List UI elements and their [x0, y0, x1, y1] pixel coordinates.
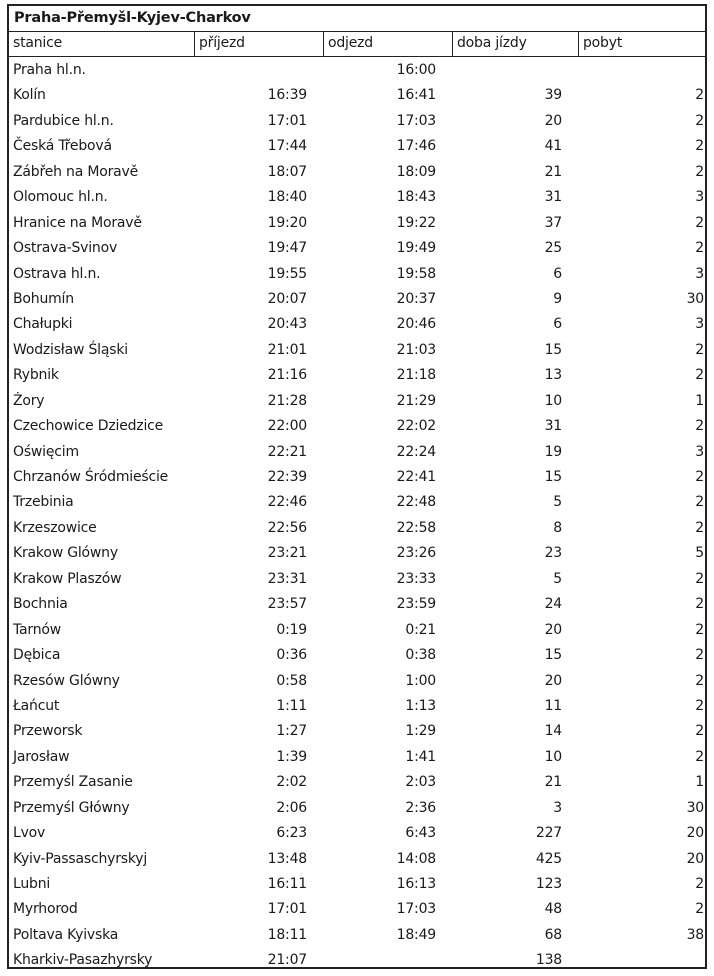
table-row: [9, 948, 705, 973]
stay-cell: 2: [695, 163, 704, 180]
duration-cell: 5: [553, 570, 562, 587]
departure-cell: 23:33: [396, 570, 436, 587]
table-row: [9, 160, 705, 185]
duration-cell: 21: [544, 163, 562, 180]
arrival-cell: [195, 58, 324, 83]
header-departure: odjezd: [324, 32, 453, 56]
arrival-cell: 0:19: [276, 621, 307, 638]
departure-cell: 1:41: [405, 748, 436, 765]
duration-cell: 20: [544, 112, 562, 129]
departure-cell: 16:41: [396, 87, 436, 104]
table-row: [9, 58, 705, 83]
stay-cell: 2: [695, 672, 704, 689]
departure-cell: 17:03: [396, 901, 436, 918]
duration-cell: 15: [544, 341, 562, 358]
arrival-cell: 22:46: [267, 494, 307, 511]
stay-cell: [579, 948, 705, 973]
table-row: [9, 567, 705, 592]
arrival-cell: 22:39: [267, 469, 307, 485]
duration-cell: 138: [535, 952, 562, 969]
departure-cell: 1:00: [405, 672, 436, 689]
station-cell: Żory: [13, 392, 45, 409]
station-cell: Przemyśl Główny: [13, 799, 130, 816]
station-cell: Chałupki: [13, 316, 73, 333]
arrival-cell: 23:31: [267, 570, 307, 587]
arrival-cell: 2:06: [276, 799, 307, 816]
table-row: [9, 312, 705, 337]
stay-cell: 1: [695, 392, 704, 409]
station-cell: Przemyśl Zasanie: [13, 774, 133, 791]
stay-cell: 2: [695, 596, 704, 613]
station-cell: Dębica: [13, 647, 61, 664]
stay-cell: 30: [686, 799, 704, 816]
station-cell: Pardubice hl.n.: [13, 112, 114, 129]
departure-cell: 17:03: [396, 112, 436, 129]
stay-cell: 2: [695, 138, 704, 155]
arrival-cell: 6:23: [276, 825, 307, 842]
duration-cell: 227: [535, 825, 562, 842]
table-row: [9, 719, 705, 744]
table-row: [9, 363, 705, 388]
duration-cell: 37: [544, 214, 562, 231]
arrival-cell: 0:58: [276, 672, 307, 689]
station-cell: Trzebinia: [13, 494, 74, 511]
station-cell: Olomouc hl.n.: [13, 189, 108, 206]
station-cell: Myrhorod: [13, 901, 78, 918]
departure-cell: 18:43: [396, 189, 436, 206]
departure-cell: 19:58: [396, 265, 436, 282]
stay-cell: 3: [695, 316, 704, 333]
arrival-cell: 16:11: [267, 876, 307, 892]
table-row: [9, 465, 705, 490]
station-cell: Zábřeh na Moravě: [13, 163, 139, 180]
stay-cell: 3: [695, 265, 704, 282]
departure-cell: 18:09: [396, 163, 436, 180]
duration-cell: 24: [544, 596, 562, 613]
duration-cell: 11: [544, 697, 562, 714]
arrival-cell: 1:27: [276, 723, 307, 740]
header-station: stanice: [9, 32, 195, 56]
arrival-cell: 19:55: [267, 265, 307, 282]
table-row: [9, 109, 705, 134]
table-row: [9, 872, 705, 897]
stay-cell: 2: [695, 697, 704, 714]
arrival-cell: 22:56: [267, 519, 307, 536]
header-arrival: příjezd: [195, 32, 324, 56]
table-row: [9, 287, 705, 312]
departure-cell: [324, 948, 453, 973]
station-cell: Tarnów: [13, 621, 62, 638]
departure-cell: 23:59: [396, 596, 436, 613]
stay-cell: 30: [686, 290, 704, 307]
departure-cell: 16:00: [396, 62, 436, 78]
table-row: [9, 796, 705, 821]
stay-cell: 2: [695, 494, 704, 511]
arrival-cell: 19:47: [267, 240, 307, 257]
departure-cell: 22:58: [396, 519, 436, 536]
arrival-cell: 19:20: [267, 214, 307, 231]
departure-cell: 0:38: [405, 647, 436, 664]
station-cell: Rybnik: [13, 367, 59, 384]
departure-cell: 21:18: [396, 367, 436, 384]
table-row: [9, 134, 705, 159]
duration-cell: 23: [544, 545, 562, 562]
station-cell: Ostrava-Svinov: [13, 240, 118, 257]
duration-cell: 19: [544, 443, 562, 460]
duration-cell: 15: [544, 647, 562, 664]
table-row: [9, 262, 705, 287]
station-cell: Jarosław: [13, 748, 70, 765]
stay-cell: 2: [695, 647, 704, 664]
header-duration: doba jízdy: [453, 32, 579, 56]
arrival-cell: 13:48: [267, 850, 307, 867]
table-row: [9, 211, 705, 236]
station-cell: Hranice na Moravě: [13, 214, 142, 231]
departure-cell: 21:03: [396, 341, 436, 358]
departure-cell: 18:49: [396, 926, 436, 943]
arrival-cell: 20:07: [267, 290, 307, 307]
departure-cell: 20:37: [396, 290, 436, 307]
departure-cell: 16:13: [396, 876, 436, 892]
table-row: [9, 923, 705, 948]
table-row: [9, 338, 705, 363]
arrival-cell: 2:02: [276, 774, 307, 791]
arrival-cell: 17:01: [267, 901, 307, 918]
duration-cell: 425: [535, 850, 562, 867]
stay-cell: 3: [695, 189, 704, 206]
departure-cell: 22:41: [396, 469, 436, 485]
timetable-body: [9, 58, 705, 974]
table-row: [9, 440, 705, 465]
stay-cell: 2: [695, 112, 704, 129]
stay-cell: 2: [695, 621, 704, 638]
duration-cell: 41: [544, 138, 562, 155]
station-cell: Oświęcim: [13, 443, 79, 460]
stay-cell: 2: [695, 570, 704, 587]
station-cell: Praha hl.n.: [13, 62, 86, 78]
departure-cell: 1:13: [405, 697, 436, 714]
table-row: [9, 770, 705, 795]
timetable-title: Praha-Přemyšl-Kyjev-Charkov: [9, 6, 705, 32]
departure-cell: 22:24: [396, 443, 436, 460]
stay-cell: 2: [695, 901, 704, 918]
stay-cell: 2: [695, 418, 704, 435]
table-row: [9, 897, 705, 922]
stay-cell: 2: [695, 519, 704, 536]
timetable: [7, 4, 707, 969]
stay-cell: 2: [695, 367, 704, 384]
arrival-cell: 17:44: [267, 138, 307, 155]
station-cell: Krzeszowice: [13, 519, 97, 536]
departure-cell: 17:46: [396, 138, 436, 155]
duration-cell: 10: [544, 748, 562, 765]
stay-cell: 1: [695, 774, 704, 791]
station-cell: Przeworsk: [13, 723, 83, 740]
stay-cell: 20: [686, 825, 704, 842]
duration-cell: 20: [544, 621, 562, 638]
station-cell: Rzesów Glówny: [13, 672, 120, 689]
duration-cell: 31: [544, 418, 562, 435]
station-cell: Kyiv-Passaschyrskyj: [13, 850, 148, 867]
duration-cell: 48: [544, 901, 562, 918]
duration-cell: 20: [544, 672, 562, 689]
stay-cell: 2: [695, 87, 704, 104]
arrival-cell: 23:57: [267, 596, 307, 613]
stay-cell: 38: [686, 926, 704, 943]
departure-cell: 14:08: [396, 850, 436, 867]
stay-cell: 2: [695, 214, 704, 231]
arrival-cell: 21:07: [267, 952, 307, 969]
table-row: [9, 745, 705, 770]
table-row: [9, 821, 705, 846]
departure-cell: 19:22: [396, 214, 436, 231]
arrival-cell: 1:11: [276, 697, 307, 714]
table-row: [9, 847, 705, 872]
stay-cell: 2: [695, 341, 704, 358]
duration-cell: 6: [553, 316, 562, 333]
station-cell: Łańcut: [13, 697, 60, 714]
departure-cell: 20:46: [396, 316, 436, 333]
table-row: [9, 592, 705, 617]
arrival-cell: 0:36: [276, 647, 307, 664]
duration-cell: [453, 58, 579, 83]
stay-cell: 5: [695, 545, 704, 562]
departure-cell: 6:43: [405, 825, 436, 842]
table-row: [9, 414, 705, 439]
arrival-cell: 1:39: [276, 748, 307, 765]
station-cell: Česká Třebová: [13, 138, 112, 155]
station-cell: Bochnia: [13, 596, 68, 613]
duration-cell: 10: [544, 392, 562, 409]
departure-cell: 22:02: [396, 418, 436, 435]
duration-cell: 5: [553, 494, 562, 511]
station-cell: Krakow Glówny: [13, 545, 118, 562]
departure-cell: 21:29: [396, 392, 436, 409]
stay-cell: 20: [686, 850, 704, 867]
stay-cell: 3: [695, 443, 704, 460]
station-cell: Kharkiv-Pasazhyrsky: [13, 952, 153, 969]
station-cell: Lubni: [13, 876, 51, 892]
arrival-cell: 22:21: [267, 443, 307, 460]
duration-cell: 13: [544, 367, 562, 384]
duration-cell: 31: [544, 189, 562, 206]
table-row: [9, 618, 705, 643]
duration-cell: 21: [544, 774, 562, 791]
duration-cell: 3: [553, 799, 562, 816]
duration-cell: 9: [553, 290, 562, 307]
stay-cell: 2: [695, 723, 704, 740]
table-row: [9, 541, 705, 566]
arrival-cell: 23:21: [267, 545, 307, 562]
station-cell: Kolín: [13, 87, 46, 104]
station-cell: Krakow Plaszów: [13, 570, 122, 587]
station-cell: Lvov: [13, 825, 46, 842]
arrival-cell: 18:07: [267, 163, 307, 180]
duration-cell: 25: [544, 240, 562, 257]
table-row: [9, 83, 705, 108]
duration-cell: 39: [544, 87, 562, 104]
header-row: [9, 32, 705, 57]
duration-cell: 123: [535, 876, 562, 892]
stay-cell: 2: [695, 876, 704, 892]
station-cell: Czechowice Dziedzice: [13, 418, 164, 435]
table-row: [9, 694, 705, 719]
departure-cell: 0:21: [405, 621, 436, 638]
departure-cell: 22:48: [396, 494, 436, 511]
arrival-cell: 21:16: [267, 367, 307, 384]
duration-cell: 8: [553, 519, 562, 536]
departure-cell: 23:26: [396, 545, 436, 562]
duration-cell: 15: [544, 469, 562, 485]
station-cell: Chrzanów Śródmieście: [13, 469, 169, 485]
arrival-cell: 22:00: [267, 418, 307, 435]
table-row: [9, 643, 705, 668]
stay-cell: 2: [695, 469, 704, 485]
station-cell: Bohumín: [13, 290, 74, 307]
duration-cell: 6: [553, 265, 562, 282]
duration-cell: 14: [544, 723, 562, 740]
arrival-cell: 21:01: [267, 341, 307, 358]
arrival-cell: 16:39: [267, 87, 307, 104]
table-row: [9, 185, 705, 210]
stay-cell: [579, 58, 705, 83]
arrival-cell: 21:28: [267, 392, 307, 409]
arrival-cell: 18:40: [267, 189, 307, 206]
stay-cell: 2: [695, 748, 704, 765]
station-cell: Ostrava hl.n.: [13, 265, 101, 282]
table-row: [9, 516, 705, 541]
arrival-cell: 20:43: [267, 316, 307, 333]
departure-cell: 1:29: [405, 723, 436, 740]
duration-cell: 68: [544, 926, 562, 943]
departure-cell: 2:03: [405, 774, 436, 791]
table-row: [9, 236, 705, 261]
stay-cell: 2: [695, 240, 704, 257]
arrival-cell: 18:11: [267, 926, 307, 943]
departure-cell: 19:49: [396, 240, 436, 257]
departure-cell: 2:36: [405, 799, 436, 816]
header-stay: pobyt: [583, 35, 623, 51]
table-row: [9, 389, 705, 414]
arrival-cell: 17:01: [267, 112, 307, 129]
table-row: [9, 490, 705, 515]
station-cell: Poltava Kyivska: [13, 926, 119, 943]
table-row: [9, 669, 705, 694]
station-cell: Wodzisław Śląski: [13, 341, 128, 358]
